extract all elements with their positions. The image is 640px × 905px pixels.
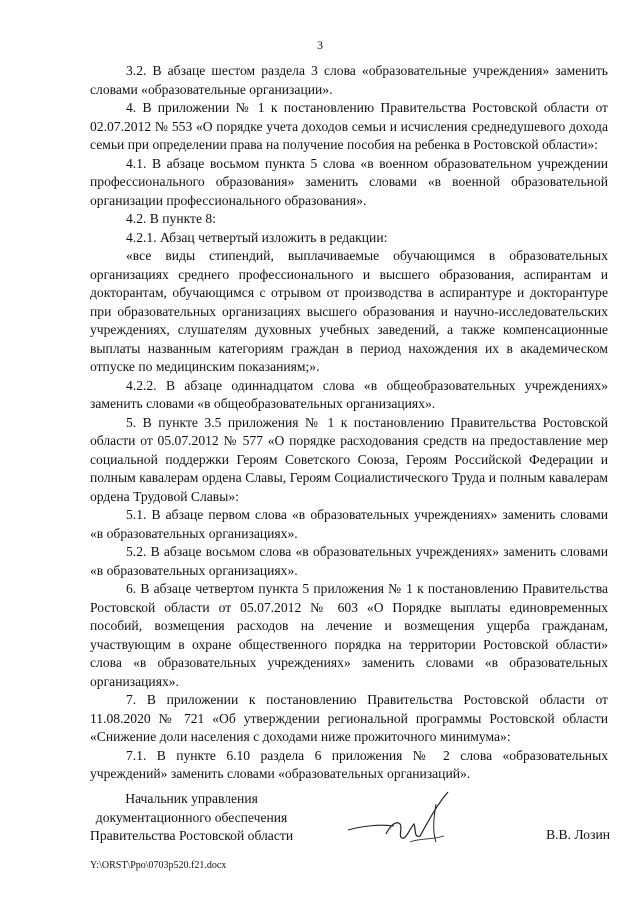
paragraph: 4. В приложении № 1 к постановлению Правительства Ростовской области от 02.07.2012 № 553 «О порядке учета доходов семьи и исчисления среднедушевого дохода семьи при определении права на получение пособия на ребенка в Ростовской области»: (90, 100, 608, 152)
paragraph: 4.2.1. Абзац четвертый изложить в редакции: (126, 229, 388, 245)
handwritten-signature (340, 786, 460, 856)
signatory-title-line: Правительства Ростовской области (90, 828, 294, 843)
document-body (90, 62, 608, 784)
signatory-title (90, 790, 293, 846)
paragraph: «все виды стипендий, выплачиваемые обучающимся в образовательных организациях среднего профессионального и высшего образования, аспирантам и докторантам, обучающимся с отрывом от производства в аспирантуре и докторантуре при образовательных организациях высшего образования и научно-исследовательских учреждениях, слушателям духовных учебных заведений, а также компенсационные выплаты названным категориям граждан в период нахождения их в академическом отпуске по медицинским показаниям;». (90, 248, 608, 374)
paragraph: 4.2.2. В абзаце одиннадцатом слова «в общеобразовательных учреждениях» заменить словами «в общеобразовательных организациях». (90, 377, 608, 411)
paragraph: 5.2. В абзаце восьмом слова «в образовательных учреждениях» заменить словами «в образовательных организациях». (90, 544, 608, 578)
paragraph: 4.2. В пункте 8: (126, 211, 216, 226)
paragraph: 6. В абзаце четвертом пункта 5 приложения № 1 к постановлению Правительства Ростовской области от 05.07.2012 № 603 «О Порядке выплаты единовременных пособий, возмещения расходов на лечение и возмещения ущерба гражданам, участвующим в охране общественного порядка на территории Ростовской области» слова «в образовательных учреждениях» заменить словами «в образовательных организациях». (90, 581, 608, 689)
paragraph: 7. В приложении к постановлению Правительства Ростовской области от 11.08.2020 № 721 «Об утверждении региональной программы Ростовской области «Снижение доли населения с доходами ниже прожиточного минимума»: (90, 692, 608, 744)
paragraph: 5. В пункте 3.5 приложения № 1 к постановлению Правительства Ростовской области от 05.07.2012 № 577 «О порядке расходования средств на предоставление мер социальной поддержки Героям Советского Союза, Героям Российской Федерации и полным кавалерам ордена Славы, Героям Социалистического Труда и полным кавалерам ордена Трудовой Славы»: (90, 414, 608, 504)
paragraph: 5.1. В абзаце первом слова «в образовательных учреждениях» заменить словами «в образовательных организациях». (90, 507, 608, 541)
signature-block (90, 790, 610, 850)
signatory-title-line: Начальник управления (125, 791, 258, 806)
paragraph: 7.1. В пункте 6.10 раздела 6 приложения № 2 слова «образовательных учреждений» заменить словами «образовательных организаций». (90, 747, 608, 781)
file-path: Y:\ORST\Ppo\0703p520.f21.docx (90, 860, 227, 871)
page-number: 3 (317, 38, 323, 52)
paragraph: 3.2. В абзаце шестом раздела 3 слова «образовательные учреждения» заменить словами «образовательные организации». (90, 63, 608, 97)
paragraph: 4.1. В абзаце восьмом пункта 5 слова «в военном образовательном учреждении профессионального образования» заменить словами «в военной образовательной организации профессионального образования». (90, 155, 608, 208)
signatory-title-line: документационного обеспечения (95, 809, 288, 825)
signatory-name: В.В. Лозин (546, 827, 610, 842)
